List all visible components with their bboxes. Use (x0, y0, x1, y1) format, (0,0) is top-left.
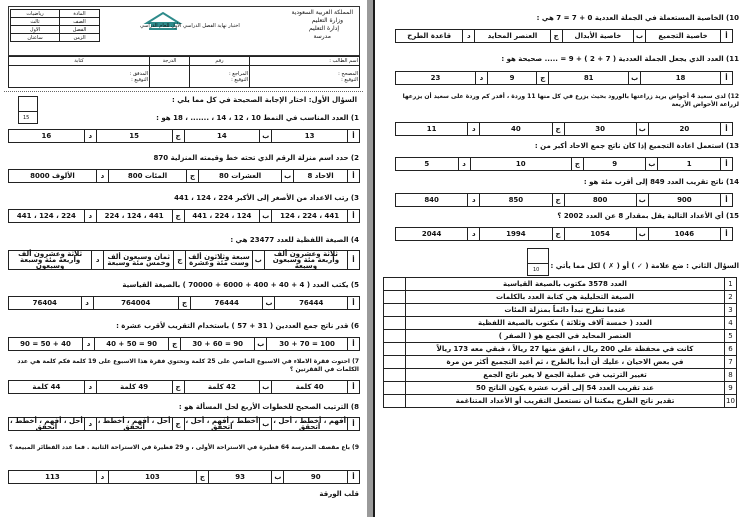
q14-option-b[interactable]: 800 (564, 194, 636, 207)
q4-option-a[interactable]: ثلاثة وعشرون ألف وأربعة مئة وسبعون وسبعة (264, 251, 347, 270)
letter-c: ج (178, 297, 190, 310)
tf-answer-6[interactable] (384, 343, 406, 356)
letter-b: ب (252, 251, 264, 270)
checker-cell (9, 66, 150, 88)
letter-a: أ (721, 228, 733, 241)
q8-option-b[interactable]: أخطط ، أفهم ، أحل ، أتحقق (185, 417, 259, 431)
q11-text: 11) العدد الذي يجعل الجملة العددية ( 7 + 2 ) + 9 = ..... صحيحة هو : (501, 55, 739, 63)
checker-label: المدقق : (129, 70, 148, 77)
letter-c: ج (172, 130, 184, 143)
q10-option-a[interactable]: خاصية التجميع (646, 30, 721, 43)
exam-page-1 (0, 0, 367, 517)
q2-option-b[interactable]: العشرات 80 (199, 170, 282, 183)
letter-d: د (92, 251, 104, 270)
tf-num-9: 9 (725, 382, 737, 395)
letter-c: ج (172, 210, 184, 223)
q6-option-c[interactable]: 90 = 50 + 40 (95, 338, 169, 351)
tf-num-3: 3 (725, 304, 737, 317)
term-label: الفصل (60, 26, 100, 34)
ministry-text: وزارة التعليم (311, 17, 343, 24)
letter-c: ج (552, 194, 564, 207)
q12-options (395, 122, 733, 136)
q15-option-c[interactable]: 1994 (480, 228, 552, 241)
q12-option-b[interactable]: 30 (564, 123, 636, 136)
letter-c: ج (172, 418, 184, 431)
corrector-signature-label: التوقيع : (341, 76, 358, 83)
letter-d: د (468, 123, 480, 136)
letter-d: د (84, 130, 96, 143)
letter-a: أ (348, 471, 360, 484)
letter-b: ب (260, 130, 272, 143)
score-label: الدرجة (150, 57, 190, 66)
letter-a: أ (721, 72, 733, 85)
q13-option-a[interactable]: 1 (658, 158, 721, 171)
q12-text: 12) لدى سعيد 4 أحواض يريد زراعتها بالورود بحيث يزرع في كل منها 11 وردة ، أقدر كم وردة على سعيد أن يزرعها لزراعة الأحواض الأربعة (402, 93, 739, 108)
q10-text: 10) الخاصية المستعملة في الجملة العددية 0 + 7 = 7 هي : (536, 14, 739, 22)
letter-c: ج (537, 72, 549, 85)
q4-option-d[interactable]: ثلاثة وعشرون ألف وأربعة مئة وسبعة وسبعون (9, 251, 92, 270)
q5-option-a[interactable]: 76444 (275, 297, 348, 310)
letter-a: أ (721, 158, 733, 171)
tf-answer-7[interactable] (384, 356, 406, 369)
q14-options (395, 193, 733, 207)
letter-d: د (81, 297, 93, 310)
q9-option-d[interactable]: 113 (9, 471, 97, 484)
q1-option-c[interactable]: 15 (96, 130, 172, 143)
letter-a: أ (348, 130, 360, 143)
q9-option-b[interactable]: 93 (208, 471, 272, 484)
tf-statement-9: عند تقريب العدد 54 إلى أقرب عشرة يكون الناتج 50 (406, 382, 725, 395)
q6-option-a[interactable]: 100 = 70 + 30 (267, 338, 348, 351)
tf-row (384, 330, 737, 343)
tf-statement-6: كانت في محفظة علي 200 ريال ، انفق منها 27 ريالاً ، فبقي معه 173 ريالاً (406, 343, 725, 356)
q7-text: 7) احتوت فقرة الاملاء في الاسبوع الماضي على 25 كلمة وتحتوي فقرة هذا الاسبوع على 19 كلمة فكم كلمة هي عدد الكلمات في الفقرتين ؟ (17, 358, 359, 373)
tf-row (384, 356, 737, 369)
tf-answer-8[interactable] (384, 369, 406, 382)
q2-option-d[interactable]: الألوف 8000 (9, 170, 97, 183)
q8-text: 8) الترتيب الصحيح للخطوات الأربع لحل المسألة هو : (178, 403, 359, 411)
q10-option-c[interactable]: العنصر المحايد (475, 30, 550, 43)
tf-num-4: 4 (725, 317, 737, 330)
q15-text: 15) أي الأعداد التالية يقل بمقدار 8 عن العدد 2002 ؟ (557, 212, 739, 220)
letter-a: أ (348, 210, 360, 223)
score-writing-label: كتابة (9, 57, 150, 66)
school-text: مدرسة (313, 33, 331, 40)
letter-c: ج (172, 381, 184, 394)
q5-options (8, 296, 360, 310)
q9-option-c[interactable]: 103 (108, 471, 196, 484)
letter-d: د (83, 338, 95, 351)
subject-label: المادة (60, 10, 100, 18)
q11-option-b[interactable]: 81 (549, 72, 629, 85)
q5-option-c[interactable]: 764004 (93, 297, 178, 310)
letter-a: أ (348, 338, 360, 351)
letter-d: د (84, 210, 96, 223)
q14-option-a[interactable]: 900 (648, 194, 720, 207)
q12-option-c[interactable]: 40 (480, 123, 552, 136)
q9-text: 9) باع مقصف المدرسة 64 فطيرة في الاستراحة الأولى ، و 29 فطيرة في الاستراحة الثانية . فما عدد الفطائر المبيعة ؟ (9, 444, 359, 451)
q4-text: 4) الصيغة اللفظية للعدد 23477 هي : (230, 236, 359, 244)
q8-option-d[interactable]: أحل ، أفهم ، أخطط ، أتحقق (10, 417, 83, 431)
tf-statement-10: تقدير ناتج الطرح يمكننا أن نستعمل التقريب أو الأعداد المتناغمة (406, 395, 725, 408)
letter-a: أ (348, 381, 360, 394)
tf-num-1: 1 (725, 278, 737, 291)
letter-a: أ (721, 123, 733, 136)
turn-page-note: قلب الورقة (319, 490, 359, 498)
q15-option-a[interactable]: 1046 (648, 228, 720, 241)
tf-statement-4: العدد ( خمسة آلاف وثلاثة ) مكتوب بالصيغة اللفظية (406, 317, 725, 330)
q13-option-c[interactable]: 10 (470, 158, 571, 171)
q1-option-d[interactable]: 16 (9, 130, 85, 143)
letter-d: د (475, 72, 487, 85)
q8-option-c[interactable]: أحل ، أفهم ، أخطط ، أتحقق (97, 417, 171, 431)
score-box-2 (527, 248, 549, 276)
tf-answer-10[interactable] (384, 395, 406, 408)
score-cell (150, 66, 190, 88)
q8-option-a[interactable]: أفهم ، أخطط ، أحل ، أتحقق (273, 417, 346, 431)
tf-statement-5: العنصر المحايد في الجمع هو ( الصفر ) (406, 330, 725, 343)
true-false-table (383, 277, 737, 408)
q4-option-c[interactable]: ثمان وسبعون ألف وخمس مئة وسبعة (104, 251, 174, 270)
q14-option-c[interactable]: 850 (480, 194, 552, 207)
separator-line (4, 91, 363, 92)
tf-answer-4[interactable] (384, 317, 406, 330)
tf-statement-7: في بعض الاحيان ، عليك أن أبدأ بالطرح ، ثم أعيد التجميع أكثر من مرة (406, 356, 725, 369)
q10-option-b[interactable]: خاصية الأبدال (562, 30, 633, 43)
q7-option-c[interactable]: 49 كلمة (96, 381, 172, 394)
q2-option-c[interactable]: المئات 800 (108, 170, 186, 183)
subject-value: رياضيات (11, 10, 60, 18)
q13-options (395, 157, 733, 171)
subject-info-table (10, 9, 100, 42)
letter-a: أ (721, 194, 733, 207)
tf-statement-8: تغيير الترتيب في عملية الجمع لا يغير ناتج الجمع (406, 369, 725, 382)
q3-option-a[interactable]: 441 ، 224 ، 124 (272, 210, 348, 223)
letter-a: أ (348, 418, 360, 431)
checker-signature-label: التوقيع : (131, 76, 148, 83)
tf-num-10: 10 (725, 395, 737, 408)
grade-label: الصف (60, 18, 100, 26)
admin-text: إدارة التعليم (309, 25, 339, 32)
letter-b: ب (636, 123, 648, 136)
tf-statement-3: عندما نطرح نبدأ دائماً بمنزلة المئات (406, 304, 725, 317)
q11-option-c[interactable]: 9 (487, 72, 536, 85)
tf-statement-2: الصيغة التحليلية هي كتابة العدد بالكلمات (406, 291, 725, 304)
reviewer-cell (190, 66, 250, 88)
q7-option-d[interactable]: 44 كلمة (9, 381, 85, 394)
section2-title: السؤال الثاني : ضع علامة ( ✓ ) أو ( ✗ ) لكل مما يأتي : (550, 262, 739, 270)
q3-option-c[interactable]: 441 ، 124 ، 224 (96, 210, 172, 223)
tf-answer-1[interactable] (384, 278, 406, 291)
q2-options (8, 169, 360, 183)
q15-option-b[interactable]: 1054 (564, 228, 636, 241)
letter-b: ب (272, 471, 284, 484)
letter-b: ب (629, 72, 641, 85)
q15-option-d[interactable]: 2044 (396, 228, 468, 241)
tf-row (384, 343, 737, 356)
student-name-label: اسم الطالب : (250, 57, 360, 66)
section1-title: السؤال الأول: اختار الإجابة الصحيحة في كل مما يلي : (171, 96, 357, 104)
time-label: الزمن (60, 34, 100, 42)
q6-option-b[interactable]: 90 = 60 + 30 (181, 338, 255, 351)
letter-b: ب (263, 297, 275, 310)
corrector-cell (250, 66, 360, 88)
letter-b: ب (282, 170, 294, 183)
q11-option-a[interactable]: 18 (641, 72, 721, 85)
letter-b: ب (260, 210, 272, 223)
letter-d: د (96, 170, 108, 183)
term-value: الاول (11, 26, 60, 34)
tf-row (384, 291, 737, 304)
letter-a: أ (348, 170, 360, 183)
tf-answer-9[interactable] (384, 382, 406, 395)
q14-text: 14) ناتج تقريب العدد 849 إلى أقرب مئة هو : (583, 178, 739, 186)
tf-row (384, 278, 737, 291)
tf-row (384, 304, 737, 317)
q6-option-d[interactable]: 40 + 50 = 90 (9, 338, 83, 351)
letter-d: د (468, 194, 480, 207)
reviewer-signature-label: التوقيع : (231, 76, 248, 83)
q5-option-d[interactable]: 76404 (9, 297, 82, 310)
tf-answer-5[interactable] (384, 330, 406, 343)
tf-num-8: 8 (725, 369, 737, 382)
q13-text: 13) استعمل اعادة التجميع إذا كان ناتج جمع الاحاد أكبر من : (534, 142, 739, 150)
q12-option-a[interactable]: 20 (648, 123, 720, 136)
tf-statement-1: العدد 3578 مكتوب بالصيغة القياسية (406, 278, 725, 291)
letter-d: د (463, 30, 475, 43)
tf-row (384, 395, 737, 408)
tf-num-7: 7 (725, 356, 737, 369)
q11-options (395, 71, 733, 85)
q1-text: 1) العدد المناسب في النمط 10 ، 12 ، 14 ، ....... ، 18 هو : (156, 114, 359, 122)
q7-option-b[interactable]: 42 كلمة (184, 381, 260, 394)
time-value: ساعتان (11, 34, 60, 42)
reviewer-label: المراجع : (229, 70, 248, 77)
letter-c: ج (169, 338, 181, 351)
letter-c: ج (550, 30, 562, 43)
letter-a: أ (348, 297, 360, 310)
tf-answer-3[interactable] (384, 304, 406, 317)
q6-options (8, 337, 360, 351)
letter-b: ب (636, 228, 648, 241)
q7-options (8, 380, 360, 394)
letter-a: أ (348, 251, 360, 270)
q2-text: 2) حدد اسم منزلة الرقم الذي تحته خط وقيمته المنزلية 870 (153, 154, 359, 162)
letter-b: ب (255, 338, 267, 351)
tf-row (384, 382, 737, 395)
corrector-label: المصحح : (338, 70, 358, 77)
letter-c: ج (571, 158, 583, 171)
letter-c: ج (552, 228, 564, 241)
q3-option-d[interactable]: 224 ، 124 ، 441 (9, 210, 85, 223)
student-info-table (8, 56, 360, 88)
q13-option-d[interactable]: 5 (396, 158, 459, 171)
q1-options (8, 129, 360, 143)
letter-d: د (84, 418, 96, 431)
letter-b: ب (260, 381, 272, 394)
page-gutter (367, 0, 375, 517)
q5-text: 5) يكتب العدد ( 4 + 40 + 400 + 6000 + 70000 ) بالصيغة القياسية (122, 281, 359, 289)
q10-option-d[interactable]: قاعدة الطرح (396, 30, 463, 43)
grade-value: ثالث (11, 18, 60, 26)
letter-c: ج (552, 123, 564, 136)
letter-c: ج (174, 251, 186, 270)
tf-row (384, 369, 737, 382)
letter-b: ب (646, 158, 658, 171)
exam-page-2 (375, 0, 745, 517)
q7-option-a[interactable]: 40 كلمة (272, 381, 348, 394)
score-total-2: 10 (533, 267, 540, 273)
q4-options (8, 250, 360, 270)
letter-d: د (96, 471, 108, 484)
q11-option-d[interactable]: 23 (396, 72, 476, 85)
q15-options (395, 227, 733, 241)
tf-answer-2[interactable] (384, 291, 406, 304)
letter-b: ب (260, 418, 272, 431)
q9-option-a[interactable]: 90 (284, 471, 348, 484)
exam-title: اختبار نهاية الفصل الدراسي الأول للعام الدراسي (140, 23, 240, 29)
tf-num-2: 2 (725, 291, 737, 304)
letter-d: د (84, 381, 96, 394)
q3-text: 3) رتب الاعداد من الأصغر إلى الأكبر 224 ، 124 ، 441 (174, 194, 359, 202)
letter-b: ب (634, 30, 646, 43)
score-total-1: 15 (23, 115, 30, 121)
q3-options (8, 209, 360, 223)
q4-option-b[interactable]: سبعة وثلاثون ألف وست مئة وعشرة (186, 251, 253, 270)
q1-option-b[interactable]: 14 (184, 130, 260, 143)
letter-a: أ (721, 30, 733, 43)
letter-b: ب (636, 194, 648, 207)
q1-option-a[interactable]: 13 (272, 130, 348, 143)
q10-options (395, 29, 733, 43)
tf-num-5: 5 (725, 330, 737, 343)
letter-d: د (468, 228, 480, 241)
q14-option-d[interactable]: 840 (396, 194, 468, 207)
q2-option-a[interactable]: الاحاد 8 (294, 170, 348, 183)
letter-d: د (458, 158, 470, 171)
tf-num-6: 6 (725, 343, 737, 356)
q6-text: 6) قدر ناتج جمع العددين ( 31 + 57 ) باستخدام التقريب لأقرب عشرة : (116, 322, 359, 330)
score-box-1 (18, 96, 38, 124)
kingdom-text: المملكة العربية السعودية (291, 9, 353, 16)
q5-option-b[interactable]: 76444 (190, 297, 263, 310)
letter-c: ج (187, 170, 199, 183)
q9-options (8, 470, 360, 484)
tf-row (384, 317, 737, 330)
q3-option-b[interactable]: 124 ، 224 ، 441 (184, 210, 260, 223)
q8-options (8, 417, 360, 431)
q12-option-d[interactable]: 11 (396, 123, 468, 136)
class-number-label: رقم (190, 57, 250, 66)
q13-option-b[interactable]: 9 (583, 158, 646, 171)
letter-c: ج (196, 471, 208, 484)
